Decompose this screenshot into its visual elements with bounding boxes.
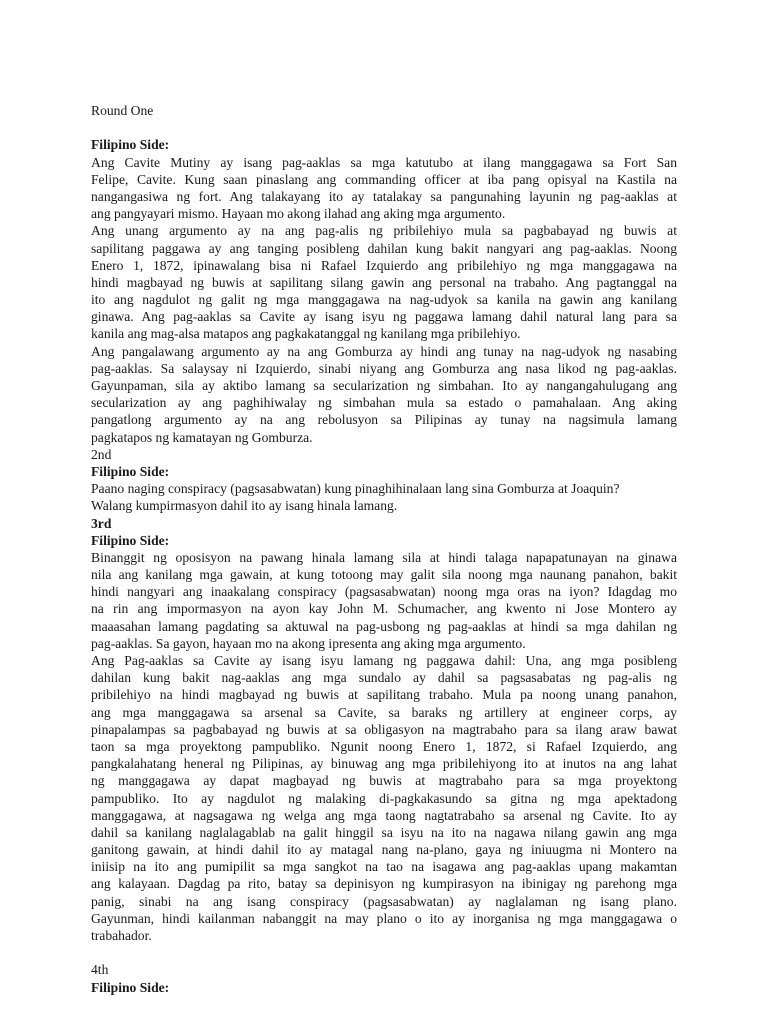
text-line: ang mga manggagawa sa arsenal sa Cavite, sa baraks ng artillery at engineer corps, ay — [91, 704, 677, 720]
document-page — [91, 102, 677, 996]
text-line: Binanggit ng oposisyon na pawang hinala lamang sila at hindi talaga napapatunayan na ginawa — [91, 549, 677, 565]
text-line: iniisip na ito ang pumipilit sa mga sangkot na tao na isagawa ang pag-aaklas upang makamtan — [91, 859, 677, 875]
text-line: Ang Cavite Mutiny ay isang pag-aaklas sa mga katutubo at ilang manggagawa sa Fort San — [91, 154, 677, 170]
text-line: nangangasiwa ng fort. Ang talakayang ito ay tatalakay sa pangunahing layunin ng pag-aaklas at — [91, 188, 677, 204]
text-line: pagkatapos ng kamatayan ng Gomburza. — [91, 429, 313, 445]
text-line: trabahador. — [91, 928, 152, 943]
text-line: pangkalahatang heneral ng Pilipinas, ay binuwag ang mga pribilehiyong ito at inutos na ang lahat — [91, 756, 677, 772]
section-heading: Filipino Side: — [91, 137, 170, 153]
text-line: hindi nangyari ang inaakalang conspiracy (pagsasabwatan) noong mga oras na iyon? Idagdag mo — [91, 584, 677, 600]
text-line: panig, sinabi na ang isang conspiracy (pagsasabwatan) ay naglalaman ng isang plano. — [91, 893, 677, 909]
text-line: secularization ay ang paghihiwalay ng simbahan mula sa estado o pamahalaan. Ang aking — [91, 395, 677, 411]
text-line: Round One — [91, 103, 154, 118]
text-line: pag-aaklas. Sa gayon, hayaan mo na akong ipresenta ang aking mga argumento. — [91, 635, 526, 651]
text-line: Ang unang argumento ay na ang pag-alis ng pribilehiyo mula sa pagbabayad ng buwis at — [91, 223, 677, 239]
text-line: ng manggagawa ay dapat magbayad ng buwis at magtrabaho para sa mga proyektong — [91, 773, 677, 789]
text-line: pribilehiyo na hindi magbayad ng buwis at sapilitang trabaho. Mula pa noong unang panahon, — [91, 687, 677, 703]
section-heading: 3rd — [91, 515, 112, 531]
text-line: Ang Pag-aaklas sa Cavite ay isang isyu lamang ng paggawa dahil: Una, ang mga posibleng — [91, 653, 677, 668]
text-line: hindi magbayad ng buwis at sapilitang silang gawin ang personal na trabaho. Ang pagtanggal na — [91, 274, 677, 290]
text-line: ganitong gawain, at hindi dahil ito ay matagal nang na-plano, gaya ng iniuugma ni Montero na — [91, 842, 677, 858]
text-line: maaasahan lamang pagdating sa aktuwal na pag-usbong ng pag-aaklas at hindi sa mga dahilan ng — [91, 618, 677, 634]
text-line: Walang kumpirmasyon dahil ito ay isang hinala lamang. — [91, 498, 398, 514]
text-line: Gayunman, hindi kailanman nabanggit na may plano o ito ay inorganisa ng mga manggagawa o — [91, 910, 677, 926]
text-line: taon sa mga proyektong pampubliko. Ngunit noong Enero 1, 1872, si Rafael Izquierdo, ang — [91, 738, 677, 754]
text-line: 4th — [91, 962, 109, 978]
text-line: pangatlong argumento ay na ang rebolusyon sa Pilipinas ay tunay na nagsimula lamang — [91, 412, 677, 428]
text-line: ito ang nagdulot ng galit ng mga manggagawa na nag-udyok sa kanila na gawin ang kanilang — [91, 292, 677, 308]
text-line: ang kalayaan. Dagdag pa rito, batay sa depinisyon ng kumpirasyon na ibinigay ng parehong mga — [91, 876, 677, 892]
text-line: nila ang kanilang mga gawain, at kung totoong may galit sila noong mga naunang panahon, bakit — [91, 567, 677, 583]
text-line: manggagawa, at nagsagawa ng welga ang mga taong nagtatrabaho sa arsenal ng Cavite. Ito ay — [91, 807, 677, 823]
section-heading: Filipino Side: — [91, 463, 170, 479]
text-line: kanila ang mag-alsa matapos ang pagkakatanggal ng kanilang mga pribilehiyo. — [91, 326, 521, 342]
text-line: Enero 1, 1872, ipinawalang bisa ni Rafael Izquierdo ang pribilehiyo ng mga manggagawa na — [91, 257, 677, 273]
text-line: Felipe, Cavite. Kung saan pinaslang ang commanding officer at iba pang opisyal na Kastila na — [91, 171, 677, 187]
section-heading: Filipino Side: — [91, 532, 170, 548]
text-line: pinapalampas sa pagbabayad ng buwis at sa obligasyon na magtrabaho para sa ilang araw bawat — [91, 721, 677, 737]
text-line: Gayunpaman, sila ay aktibo lamang sa secularization ng simbahan. Ito ay nangangahulugang ang — [91, 378, 677, 393]
blank-line — [91, 119, 677, 136]
text-line: Paano naging conspiracy (pagsasabwatan) kung pinaghihinalaan lang sina Gomburza at Joaquin? — [91, 481, 620, 497]
text-line: na rin ang impormasyon na ayon kay John M. Schumacher, ang kwento ni Jose Montero ay — [91, 601, 677, 617]
text-line: ginawa. Ang pag-aaklas sa Cavite ay isang isyu ng paggawa lamang dahil natural lang para sa — [91, 309, 677, 325]
text-line: sapilitang paggawa ay ang tanging posibleng dahilan kung bakit nangyari ang pag-aaklas. Noong — [91, 240, 677, 256]
blank-line — [91, 944, 677, 961]
text-line: ang pangyayari mismo. Hayaan mo akong ilahad ang aking mga argumento. — [91, 206, 506, 222]
text-line: dahil sa kanilang naglalagablab na galit hinggil sa isyu na ito na nagawa nilang gawin ang mga — [91, 824, 677, 840]
text-line: dahilan kung bakit nag-aaklas ang mga sundalo ay dahil sa pagsasabatas ng pag-alis ng — [91, 670, 677, 686]
text-line: Ang pangalawang argumento ay na ang Gomburza ay hindi ang tunay na nag-udyok ng nasabing — [91, 343, 677, 359]
section-heading: Filipino Side: — [91, 979, 170, 995]
text-line: 2nd — [91, 446, 112, 462]
text-line: pag-aaklas. Sa salaysay ni Izquierdo, sinabi niyang ang Gomburza ang nasa likod ng pag-aaklas. — [91, 360, 677, 376]
text-line: pampubliko. Ito ay nagdulot ng malaking di-pagkakasundo sa gitna ng mga apektadong — [91, 790, 677, 806]
